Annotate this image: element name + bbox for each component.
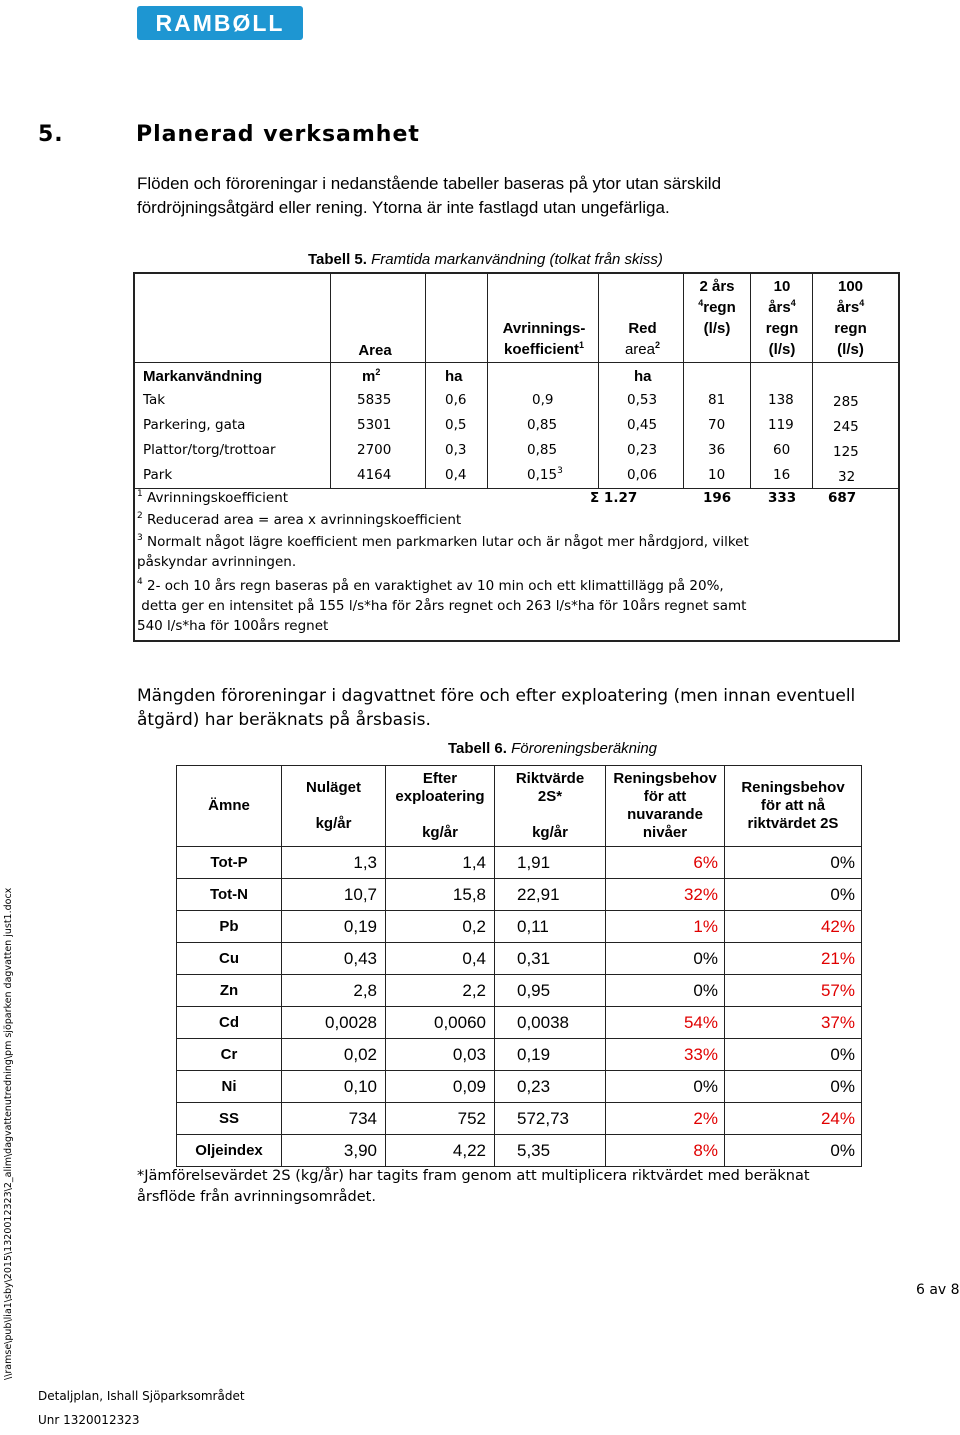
table1-caption-text: Framtida markanvändning (tolkat från skiss) [371, 251, 663, 268]
row-riktvarde: 1,91 [495, 847, 606, 879]
row-area: 4164 [357, 467, 392, 483]
header-10ars-line3: regn [765, 320, 799, 337]
row-substance: Oljeindex [177, 1135, 282, 1167]
row-riktvarde: 0,19 [495, 1039, 606, 1071]
comparison-note: *Jämförelsevärdet 2S (kg/år) har tagits fram genom att multiplicera riktvärdet med beräknat årsflöde från avrinningsområdet. [137, 1168, 810, 1205]
header-100ars: 100 års$^4$ regn (l/s) [834, 278, 867, 358]
row-riktvarde: 572,73 [495, 1103, 606, 1135]
table2-caption [448, 740, 657, 757]
row-2ars: 36 [708, 442, 726, 458]
header-ha: ha [445, 368, 463, 385]
row-100ars: 285 [833, 394, 859, 410]
row-efter: 0,2 [386, 911, 495, 943]
header-efter-line2: exploatering [395, 788, 485, 805]
row-koef: 0,85 [527, 442, 558, 458]
table1-caption-label: Tabell 5. [308, 251, 367, 268]
row-riktvarde: 5,35 [495, 1135, 606, 1167]
row-nulaget: 734 [282, 1103, 386, 1135]
row-rb-riktvarde: 37% [725, 1007, 862, 1039]
row-riktvarde: 0,95 [495, 975, 606, 1007]
row-rb-nuvarande: 2% [606, 1103, 725, 1135]
row-2ars: 10 [708, 467, 726, 483]
header-efter-line1: Efter [422, 770, 458, 787]
row-koef: 0,15$^3$ [527, 466, 563, 483]
header-rikt-line1: Riktvärde [515, 770, 585, 787]
row-substance: Cr [177, 1039, 282, 1071]
page-number: 6 av 8 [916, 1282, 960, 1298]
row-efter: 1,4 [386, 847, 495, 879]
header-rb2-line1: Reningsbehov [741, 779, 845, 796]
header-red-area: Red area$^2$ [624, 320, 661, 358]
row-efter: 15,8 [386, 879, 495, 911]
row-nulaget: 3,90 [282, 1135, 386, 1167]
footnote-4-text: 2- och 10 års regn baseras på en varaktighet av 10 min och ett klimattillägg på 20%, [147, 578, 724, 594]
table-row [177, 1103, 862, 1135]
row-10ars: 138 [768, 392, 794, 408]
row-2ars: 81 [708, 392, 726, 408]
header-2ars-line3: (l/s) [703, 320, 731, 337]
footnote-3-text: Normalt något lägre koefficient men parkmarken lutar och är något mer hårdgjord, vilket [147, 534, 749, 550]
header-100ars-line4: (l/s) [837, 341, 864, 358]
table1-divider [425, 272, 426, 488]
header-rb-line3: nuvarande [627, 806, 703, 823]
table1-divider [330, 272, 331, 488]
row-nulaget: 1,3 [282, 847, 386, 879]
section-heading [38, 122, 420, 147]
row-nulaget: 0,10 [282, 1071, 386, 1103]
header-100ars-line3: regn [834, 320, 867, 337]
footnote-4-text-end: 540 l/s*ha för 100års regnet [137, 618, 329, 634]
row-riktvarde: 0,31 [495, 943, 606, 975]
row-area: 5301 [357, 417, 392, 433]
row-area: 5835 [357, 392, 392, 408]
row-ha: 0,6 [445, 392, 467, 408]
header-2ars-line1: 2 års [699, 278, 735, 295]
header-m2: $m^2$ [362, 367, 381, 385]
row-efter: 4,22 [386, 1135, 495, 1167]
row-efter: 752 [386, 1103, 495, 1135]
header-area: Area [358, 342, 392, 359]
row-label: Tak [143, 392, 166, 408]
header-reningsbehov-nuvarande [606, 766, 725, 847]
row-redarea: 0,53 [627, 392, 658, 408]
row-nulaget: 0,19 [282, 911, 386, 943]
row-rb-nuvarande: 54% [606, 1007, 725, 1039]
row-rb-nuvarande: 1% [606, 911, 725, 943]
file-path: \\ramse\pub\lia1\sby\2015\1320012323\2_alim\dagvattenutredning\pm sjöparken dagvatten just1.docx [3, 887, 14, 1380]
row-koef: 0,85 [527, 417, 558, 433]
header-reningsbehov-riktvarde [725, 766, 862, 847]
row-redarea: 0,06 [627, 467, 658, 483]
sum-label: Σ 1.27 [590, 490, 638, 506]
footnote-3: $^3$ Normalt något lägre koefficient men parkmarken lutar och är något mer hårdgjord, vilket påskyndar avrinningen. [137, 533, 749, 570]
section-title: Planerad verksamhet [136, 122, 420, 147]
row-rb-riktvarde: 24% [725, 1103, 862, 1135]
row-10ars: 119 [768, 417, 794, 433]
row-ha: 0,4 [445, 467, 467, 483]
row-rb-nuvarande: 32% [606, 879, 725, 911]
table-row [177, 1039, 862, 1071]
row-riktvarde: 0,11 [495, 911, 606, 943]
header-2ars: 2 års $^4$regn (l/s) [698, 278, 736, 337]
row-nulaget: 0,0028 [282, 1007, 386, 1039]
row-efter: 0,09 [386, 1071, 495, 1103]
row-riktvarde: 22,91 [495, 879, 606, 911]
header-markanvandning: Markanvändning [143, 368, 263, 385]
pollution-table [176, 765, 862, 1167]
footer-project: Detaljplan, Ishall Sjöparksområdet [38, 1389, 245, 1403]
header-red-line1: Red [628, 320, 657, 337]
header-rb2-line2: för att nå [760, 797, 826, 814]
row-rb-nuvarande: 8% [606, 1135, 725, 1167]
table2-caption-label: Tabell 6. [448, 740, 507, 757]
footnote-1: $^1$ Avrinningskoefficient [137, 489, 289, 506]
header-nulaget-unit: kg/år [315, 815, 352, 832]
header-100ars-line1: 100 [837, 278, 864, 295]
row-100ars: 125 [833, 444, 859, 460]
row-2ars: 70 [708, 417, 726, 433]
header-rikt-unit: kg/år [532, 824, 568, 841]
row-substance: Tot-N [177, 879, 282, 911]
row-rb-nuvarande: 0% [606, 943, 725, 975]
header-2ars-line2: regn [703, 299, 736, 316]
row-efter: 0,4 [386, 943, 495, 975]
footnote-4: $^4$ 2- och 10 års regn baseras på en varaktighet av 10 min och ett klimattillägg på 20%, detta ger en intensitet på 155 l/s*ha för 2års regnet och 263 l/s*ha för 10års regnet samt 540 l/s*ha för 100års regnet [137, 577, 747, 634]
header-rikt-line2: 2S* [537, 788, 563, 805]
header-koef: Avrinnings- koefficient$^1$ [502, 320, 586, 358]
row-rb-riktvarde: 0% [725, 1135, 862, 1167]
header-amne: Ämne [177, 766, 282, 847]
header-rb2-line3: riktvärdet 2S [747, 815, 839, 832]
header-rb-line2: för att [643, 788, 687, 805]
row-ha: 0,3 [445, 442, 467, 458]
sum-10ars: 333 [768, 490, 797, 506]
row-100ars: 245 [833, 419, 859, 435]
row-riktvarde: 0,0038 [495, 1007, 606, 1039]
table-row [177, 943, 862, 975]
header-ha-red: ha [634, 368, 652, 385]
row-rb-riktvarde: 21% [725, 943, 862, 975]
row-substance: Cu [177, 943, 282, 975]
header-10ars-line4: (l/s) [768, 341, 796, 358]
header-10ars-line1: 10 [773, 278, 791, 295]
table1-divider [487, 272, 488, 488]
header-nulaget-text: Nuläget [305, 779, 361, 796]
table2-header-row [177, 766, 862, 847]
row-substance: SS [177, 1103, 282, 1135]
table-row [177, 1135, 862, 1167]
table1-divider [598, 272, 599, 488]
row-rb-nuvarande: 0% [606, 975, 725, 1007]
sum-2ars: 196 [703, 490, 732, 506]
row-10ars: 60 [773, 442, 791, 458]
row-rb-nuvarande: 6% [606, 847, 725, 879]
row-efter: 0,03 [386, 1039, 495, 1071]
row-nulaget: 0,43 [282, 943, 386, 975]
row-rb-riktvarde: 0% [725, 1039, 862, 1071]
footnote-4-text-cont: detta ger en intensitet på 155 l/s*ha för 2års regnet och 263 l/s*ha för 10års regnet samt [141, 598, 747, 614]
header-efter-unit: kg/år [422, 824, 458, 841]
header-rb-line4: nivåer [642, 824, 688, 841]
footnote-2-text: Reducerad area = area x avrinningskoefficient [147, 512, 462, 528]
header-efter [386, 766, 495, 847]
row-rb-nuvarande: 33% [606, 1039, 725, 1071]
row-ha: 0,5 [445, 417, 467, 433]
pollution-paragraph: Mängden föroreningar i dagvattnet före och efter exploatering (men innan eventuell åtgärd) har beräknats på årsbasis. [137, 686, 856, 730]
row-efter: 2,2 [386, 975, 495, 1007]
header-10ars-line2: års [768, 299, 791, 316]
row-koef: 0,9 [532, 392, 554, 408]
sum-100ars: 687 [828, 490, 857, 506]
footnote-1-text: Avrinningskoefficient [147, 490, 289, 506]
header-koef-line1: Avrinnings- [502, 320, 586, 337]
row-label: Park [143, 467, 173, 483]
row-rb-riktvarde: 57% [725, 975, 862, 1007]
row-rb-riktvarde: 0% [725, 1071, 862, 1103]
row-substance: Zn [177, 975, 282, 1007]
table1-divider [133, 362, 900, 363]
table1-caption [308, 251, 663, 268]
footnote-2: $^2$ Reducerad area = area x avrinningskoefficient [137, 511, 462, 528]
row-10ars: 16 [773, 467, 791, 483]
row-substance: Cd [177, 1007, 282, 1039]
table-row [177, 1007, 862, 1039]
row-efter: 0,0060 [386, 1007, 495, 1039]
row-substance: Tot-P [177, 847, 282, 879]
row-substance: Ni [177, 1071, 282, 1103]
table-row [177, 879, 862, 911]
table-row [177, 911, 862, 943]
footer-unr: Unr 1320012323 [38, 1413, 140, 1427]
header-10ars: 10 års$^4$ regn (l/s) [765, 278, 799, 358]
header-red-line2: area [624, 341, 655, 358]
section-number: 5. [38, 122, 64, 147]
row-rb-riktvarde: 0% [725, 879, 862, 911]
table2-caption-text: Föroreningsberäkning [511, 740, 658, 757]
row-koef-value: 0,15 [527, 467, 558, 483]
row-area: 2700 [357, 442, 392, 458]
header-rb-line1: Reningsbehov [613, 770, 717, 787]
header-nulaget [282, 766, 386, 847]
row-rb-nuvarande: 0% [606, 1071, 725, 1103]
row-rb-riktvarde: 42% [725, 911, 862, 943]
row-nulaget: 2,8 [282, 975, 386, 1007]
row-rb-riktvarde: 0% [725, 847, 862, 879]
row-nulaget: 0,02 [282, 1039, 386, 1071]
row-nulaget: 10,7 [282, 879, 386, 911]
table-row [177, 847, 862, 879]
header-riktvarde [495, 766, 606, 847]
header-100ars-line2: års [836, 299, 860, 316]
row-label: Parkering, gata [143, 417, 246, 433]
row-redarea: 0,45 [627, 417, 658, 433]
footnote-3-text-cont: påskyndar avrinningen. [137, 554, 297, 570]
rambol-logo: RAMBØLL [137, 6, 303, 40]
row-label: Plattor/torg/trottoar [143, 442, 276, 458]
header-m2-text: m [362, 368, 376, 385]
row-substance: Pb [177, 911, 282, 943]
intro-paragraph: Flöden och föroreningar i nedanstående tabeller baseras på ytor utan särskild fördröjningsåtgärd eller rening. Ytorna är inte fastlagd utan ungefärliga. [137, 174, 722, 217]
row-redarea: 0,23 [627, 442, 658, 458]
table-row [177, 975, 862, 1007]
header-koef-line2: koefficient [503, 341, 579, 358]
row-100ars: 32 [838, 469, 856, 485]
table-row [177, 1071, 862, 1103]
row-riktvarde: 0,23 [495, 1071, 606, 1103]
